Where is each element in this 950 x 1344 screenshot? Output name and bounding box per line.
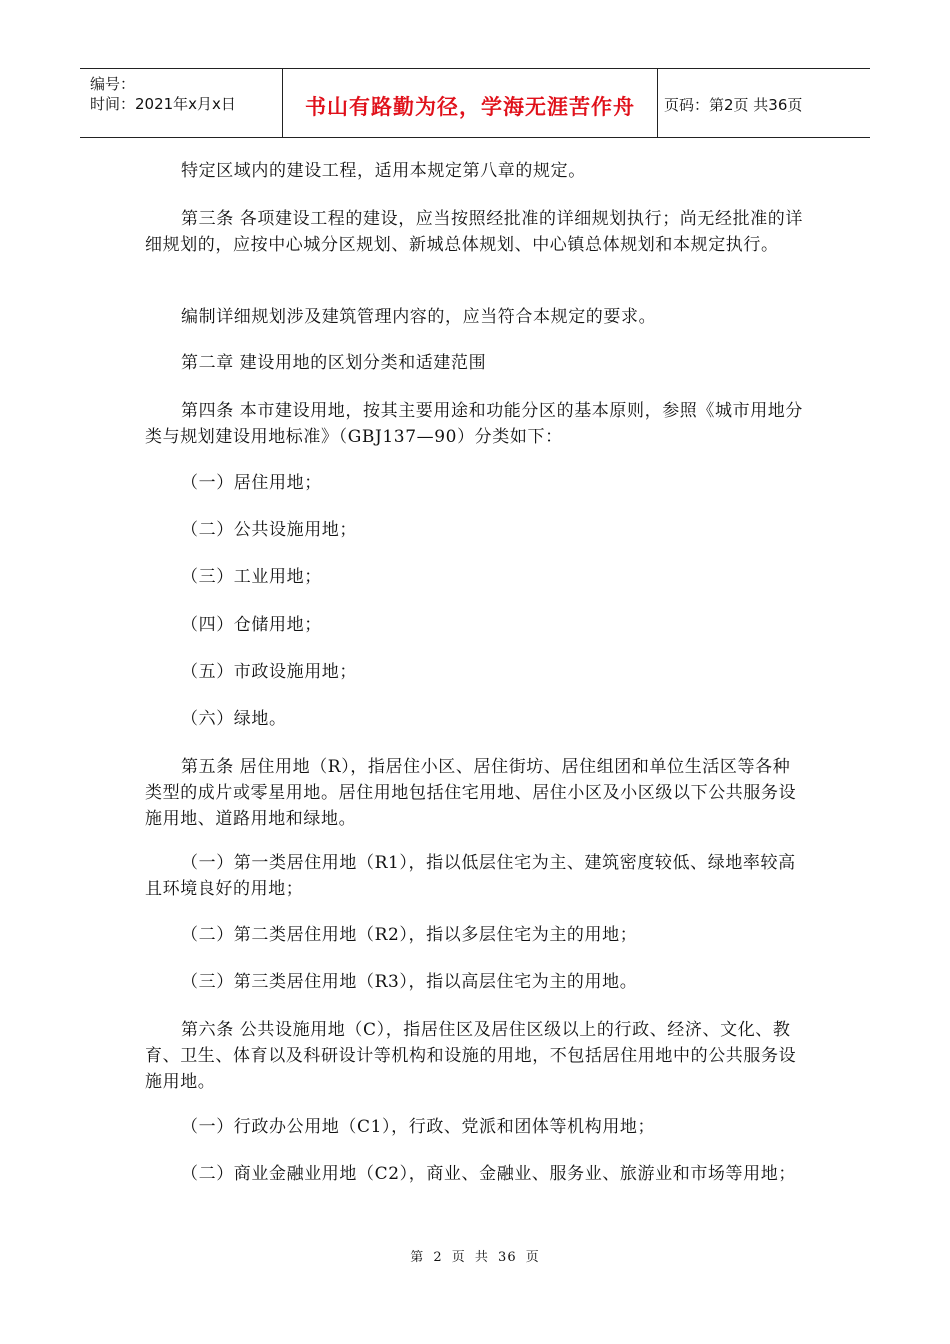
header-motto: 书山有路勤为径，学海无涯苦作舟 xyxy=(305,95,635,119)
chapter-heading: 第二章 建设用地的区划分类和适建范围 xyxy=(181,353,487,373)
paragraph: 第五条 居住用地（R），指居住小区、居住街坊、居住组团和单位生活区等各种类型的成片或零星用地。居住用地包括住宅用地、居住小区及小区级以下公共服务设施用地、道路用地和绿地。 xyxy=(145,757,797,829)
paragraph: 特定区域内的建设工程，适用本规定第八章的规定。 xyxy=(181,161,586,181)
page-footer: 第 2 页 共 36 页 xyxy=(410,1250,540,1265)
list-item: （三）工业用地； xyxy=(181,567,322,587)
header-motto-cell xyxy=(282,69,658,137)
paragraph: 第六条 公共设施用地（C），指居住区及居住区级以上的行政、经济、文化、教育、卫生、体育以及科研设计等机构和设施的用地，不包括居住用地中的公共服务设施用地。 xyxy=(145,1020,797,1092)
list-item: （五）市政设施用地； xyxy=(181,662,357,682)
header-page-number: 页码：第2页 共36页 xyxy=(664,96,803,114)
list-item: （三）第三类居住用地（R3），指以高层住宅为主的用地。 xyxy=(181,972,638,992)
list-item: （一）居住用地； xyxy=(181,473,322,493)
page-header xyxy=(80,68,870,138)
list-item: （二）公共设施用地； xyxy=(181,520,357,540)
list-item: （一）行政办公用地（C1），行政、党派和团体等机构用地； xyxy=(181,1117,656,1137)
paragraph: 第三条 各项建设工程的建设，应当按照经批准的详细规划执行；尚无经批准的详细规划的，应按中心城分区规划、新城总体规划、中心镇总体规划和本规定执行。 xyxy=(145,209,804,255)
list-item: （二）商业金融业用地（C2），商业、金融业、服务业、旅游业和市场等用地； xyxy=(181,1164,796,1184)
document-number-label: 编号： xyxy=(90,75,136,93)
header-page-cell xyxy=(656,69,870,137)
paragraph: 编制详细规划涉及建筑管理内容的，应当符合本规定的要求。 xyxy=(181,307,657,327)
paragraph: 第四条 本市建设用地，按其主要用途和功能分区的基本原则，参照《城市用地分类与规划建设用地标准》（GBJ137—90）分类如下： xyxy=(145,401,804,447)
list-item: （六）绿地。 xyxy=(181,709,287,729)
list-item: （二）第二类居住用地（R2），指以多层住宅为主的用地； xyxy=(181,925,638,945)
list-item: （一）第一类居住用地（R1），指以低层住宅为主、建筑密度较低、绿地率较高且环境良好的用地； xyxy=(145,853,796,899)
document-time-label: 时间：2021年x月x日 xyxy=(90,95,236,113)
list-item: （四）仓储用地； xyxy=(181,615,322,635)
header-meta-cell xyxy=(80,69,282,137)
